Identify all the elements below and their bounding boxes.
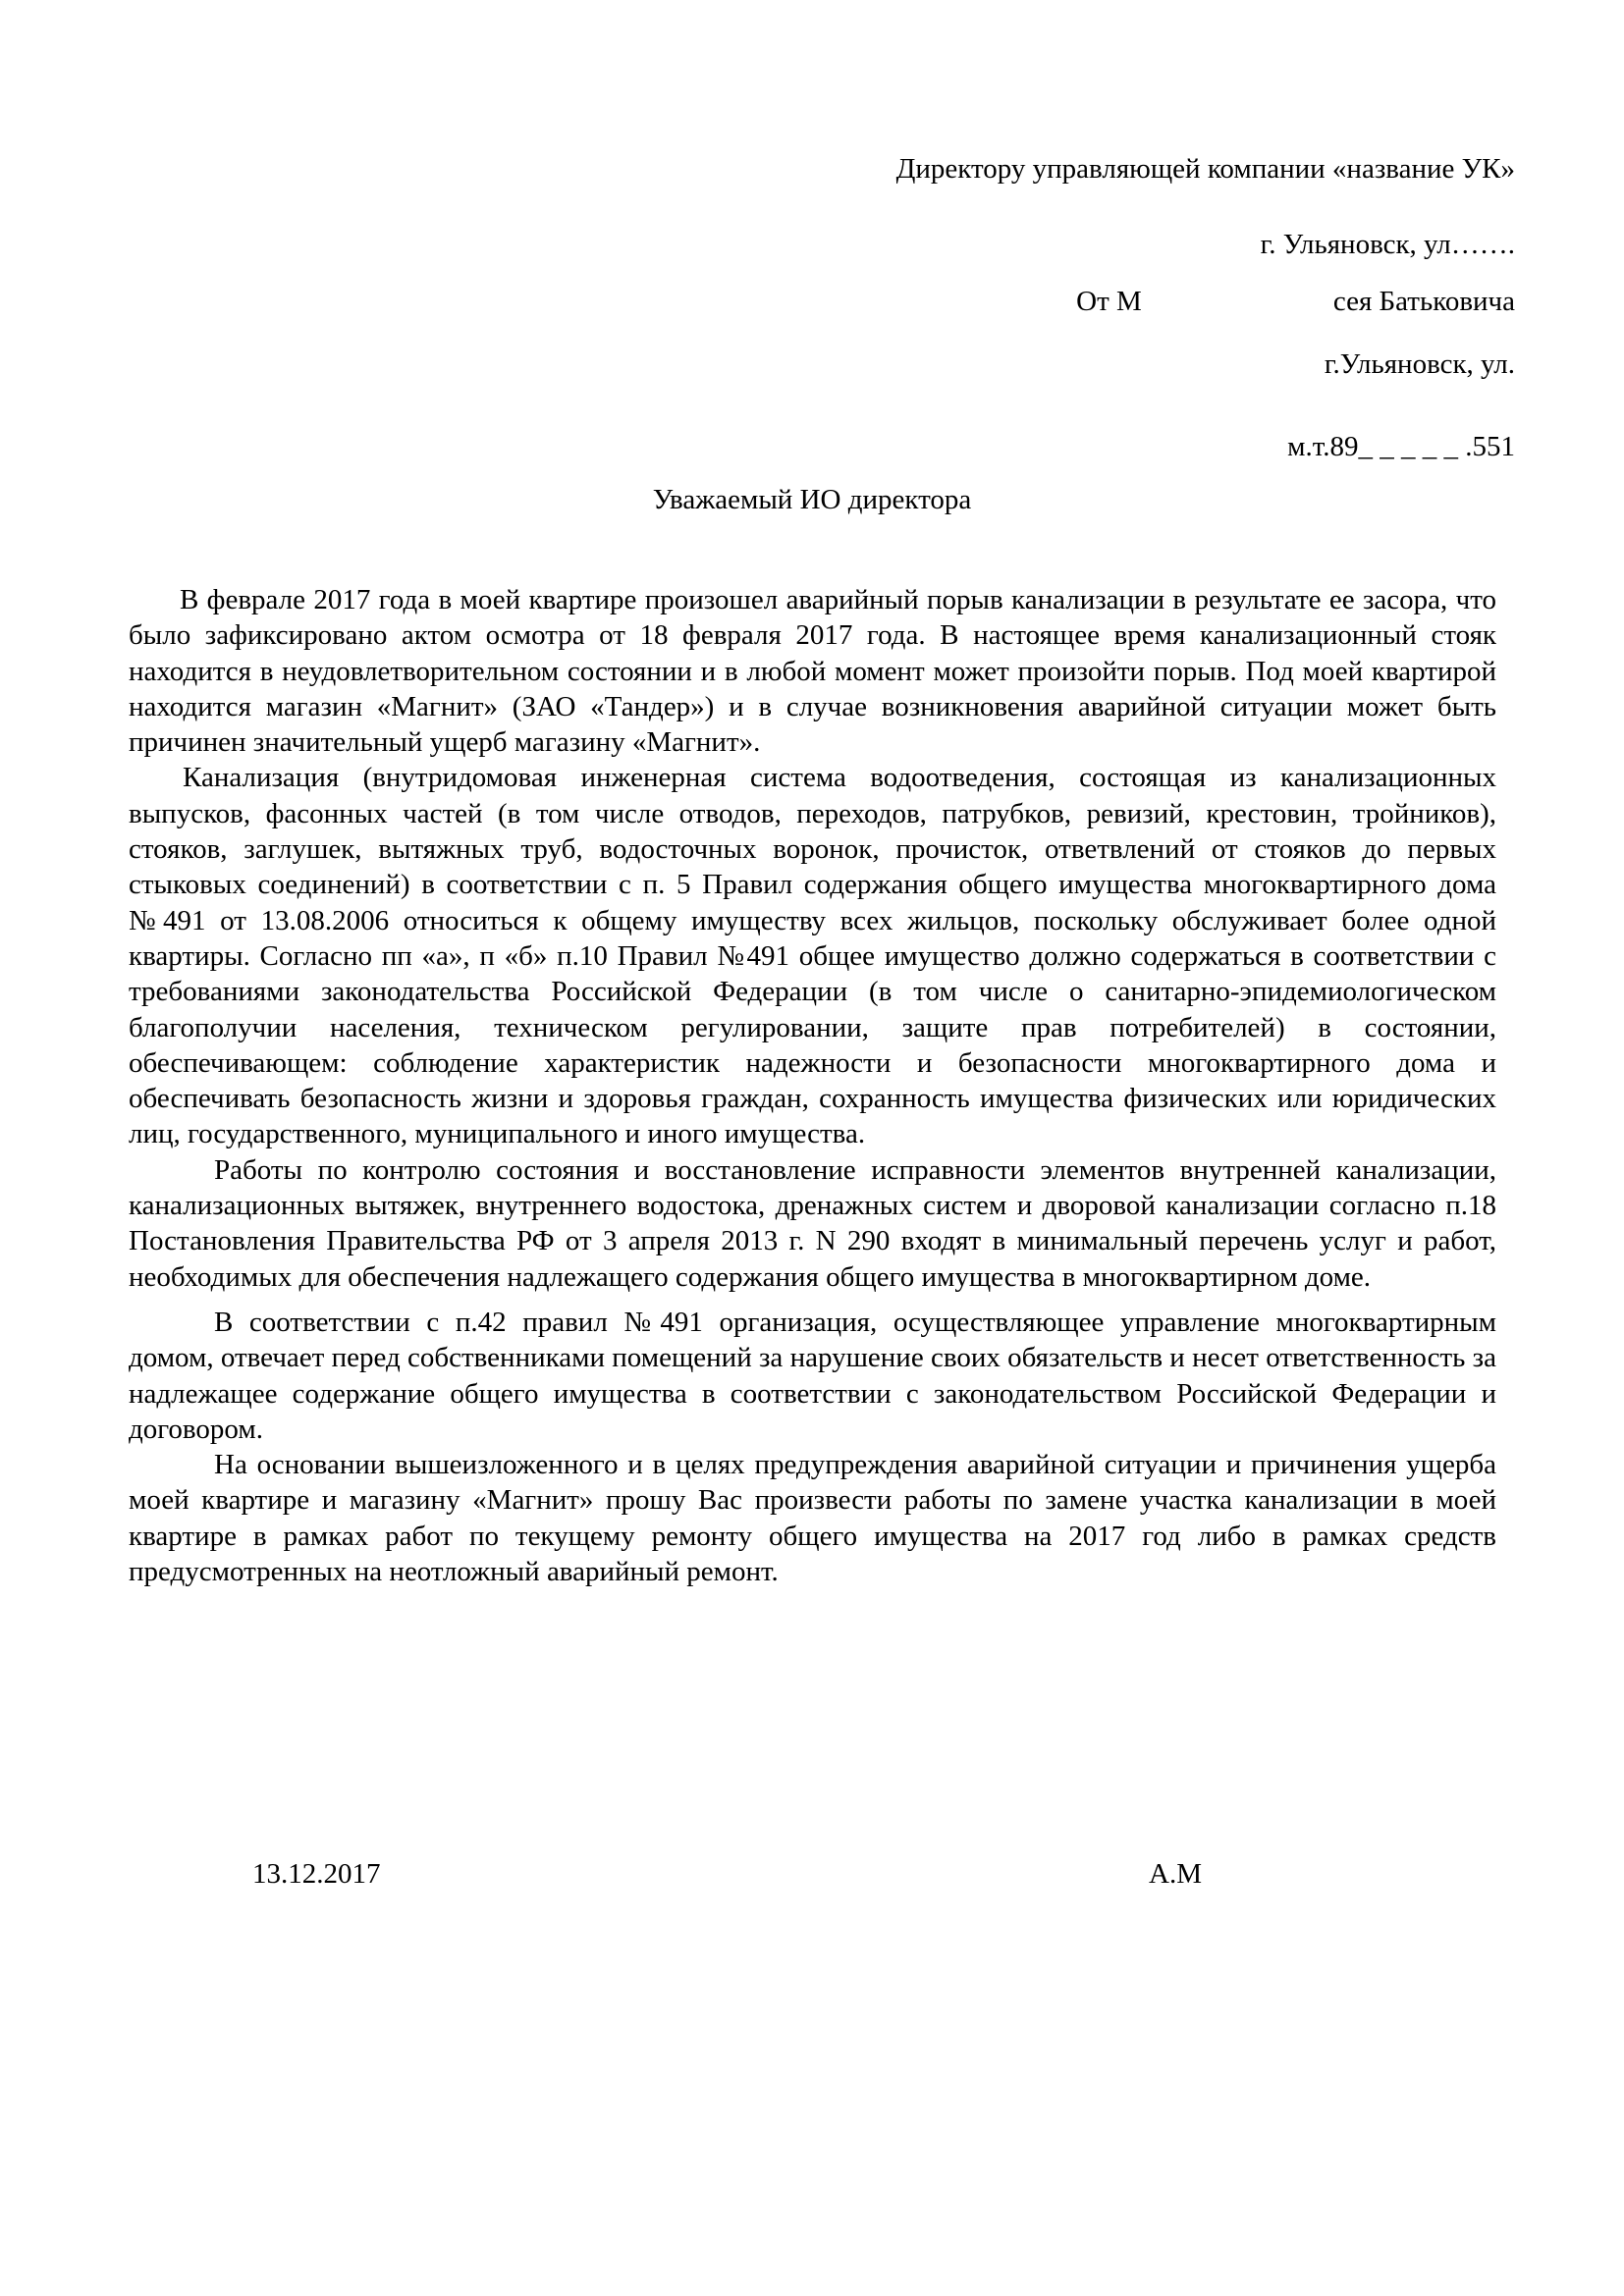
- paragraph-incident: В феврале 2017 года в моей квартире произошел аварийный порыв канализации в результате ее засора, что было зафиксировано актом осмотра от 18 февраля 2017 года. В настоящее время канализационный стояк находится в неудовлетворительном состоянии и в любой момент может произойти порыв. Под моей квартирой находится магазин «Магнит» (ЗАО «Тандер») и в случае возникновения аварийной ситуации может быть причинен значительный ущерб магазину «Магнит».: [129, 584, 1496, 759]
- sender-city-line: г.Ульяновск, ул.: [1324, 348, 1515, 380]
- sender-fragment-left: М: [1116, 286, 1142, 317]
- paragraph-minimum-services: Работы по контролю состояния и восстановление исправности элементов внутренней канализации, канализационных вытяжек, внутреннего водостока, дренажных систем и дворовой канализации согласно п.18 Постановления Правительства РФ от 3 апреля 2013 г. N 290 входят в минимальный перечень услуг и работ, необходимых для обеспечения надлежащего содержания общего имущества в многоквартирном доме.: [129, 1153, 1496, 1293]
- salutation: Уважаемый ИО директора: [652, 484, 972, 515]
- paragraph-request: На основании вышеизложенного и в целях предупреждения аварийной ситуации и причинения ущерба моей квартире и магазину «Магнит» прошу Вас произвести работы по замене участка канализации в моей квартире в рамках работ по текущему ремонту общего имущества на 2017 год либо в рамках средств предусмотренных на неотложный аварийный ремонт.: [129, 1449, 1496, 1588]
- sender-line: [1076, 284, 1515, 319]
- signature-date: 13.12.2017: [252, 1858, 381, 1890]
- addressee-city-line: г. Ульяновск, ул…….: [1260, 229, 1515, 260]
- paragraph-responsibility: В соответствии с п.42 правил №491 организация, осуществляющее управление многоквартирным домом, отвечает перед собственниками помещений за нарушение своих обязательств и несет ответственность за надлежащее содержание общего имущества в соответствии с законодательством Российской Федерации и договором.: [129, 1306, 1496, 1445]
- letter-body: [129, 582, 1496, 1589]
- sender-fragment-right: сея Батьковича: [1332, 286, 1515, 317]
- paragraph-legal-basis: Канализация (внутридомовая инженерная система водоотведения, состоящая из канализационных выпусков, фасонных частей (в том числе отводов, переходов, патрубков, ревизий, крестовин, тройников), стояков, заглушек, вытяжных труб, водосточных воронок, прочисток, ответвлений от стояков до первых стыковых соединений) в соответствии с п. 5 Правил содержания общего имущества многоквартирного дома №491 от 13.08.2006 относиться к общему имуществу всех жильцов, поскольку обслуживает более одной квартиры. Согласно пп «а», п «б» п.10 Правил №491 общее имущество должно содержаться в соответствии с требованиями законодательства Российской Федерации (в том числе о санитарно-эпидемиологическом благополучии населения, техническом регулировании, защите прав потребителей) в состоянии, обеспечивающем: соблюдение характеристик надежности и безопасности многоквартирного дома и обеспечивать безопасность жизни и здоровья граждан, сохранность имущества физических или юридических лиц, государственного, муниципального и иного имущества.: [129, 762, 1496, 1150]
- signature-name: А.М: [1149, 1858, 1202, 1890]
- sender-phone-line: м.т.89_ _ _ _ _ .551: [1287, 431, 1515, 462]
- addressee-line: Директору управляющей компании «название УК»: [895, 153, 1515, 185]
- sender-prefix: От: [1076, 286, 1117, 317]
